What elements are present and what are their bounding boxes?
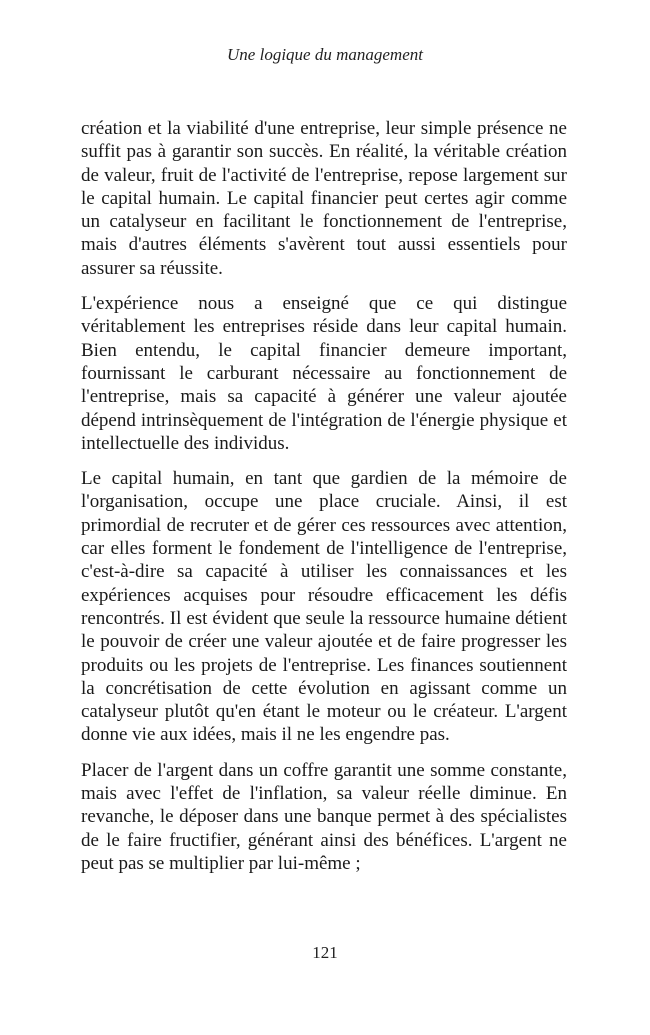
paragraph: création et la viabilité d'une entreprise, leur simple présence ne suffit pas à garantir son succès. En réalité, la véritable création de valeur, fruit de l'activité de l'entreprise, repose largement sur le capital humain. Le capital financier peut certes agir comme un catalyseur en facilitant le fonctionnement de l'entreprise, mais d'autres éléments s'avèrent tout aussi essentiels pour assurer sa réussite. [81,118,567,279]
paragraph: Le capital humain, en tant que gardien de la mémoire de l'organisation, occupe une place cruciale. Ainsi, il est primordial de recruter et de gérer ces ressources avec attention, car elles forment le fondement de l'intelligence de l'entreprise, c'est-à-dire sa capacité à utiliser les connaissances et les expériences acquises pour résoudre efficacement les défis rencontrés. Il est évident que seule la ressource humaine détient le pouvoir de créer une valeur ajoutée et de faire progresser les produits ou les projets de l'entreprise. Les finances soutiennent la concrétisation de cette évolution en agissant comme un catalyseur plutôt qu'en étant le moteur ou le créateur. L'argent donne vie aux idées, mais il ne les engendre pas. [81,468,567,746]
paragraph: Placer de l'argent dans un coffre garantit une somme constante, mais avec l'effet de l'inflation, sa valeur réelle diminue. En revanche, le déposer dans une banque permet à des spécialistes de le faire fructifier, générant ainsi des bénéfices. L'argent ne peut pas se multiplier par lui-même ; [81,759,567,874]
running-header: Une logique du management [227,45,423,64]
paragraph: L'expérience nous a enseigné que ce qui distingue véritablement les entreprises réside dans leur capital humain. Bien entendu, le capital financier demeure important, fournissant le carburant nécessaire au fonctionnement de l'entreprise, mais sa capacité à générer une valeur ajoutée dépend intrinsèquement de l'intégration de l'énergie physique et intellectuelle des individus. [81,293,567,454]
page-number: 121 [312,943,338,962]
body-text [81,117,567,887]
